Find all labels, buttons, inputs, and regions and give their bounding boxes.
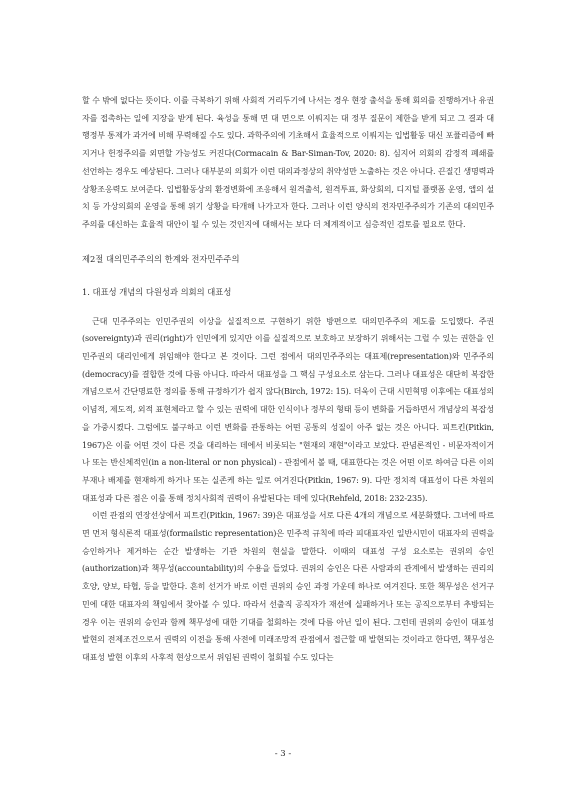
page-number: - 3 -	[274, 749, 292, 759]
body-paragraph: 할 수 밖에 없다는 뜻이다. 이를 극복하기 위해 사회적 거리두기에 나서는 경우 현장 출석을 통해 회의를 진행하거나 유권자를 접촉하는 일에 지장을 받게 된다. 육성을 통해 면 대 면으로 이뤄지는 대 정부 질문이 제한을 받게 되고 그 결과 대 행정부 통제가 과거에 비해 무력해질 수도 있다. 과학주의에 기초해서 효율적으로 이뤄지는 입법활동 대신 포퓰리즘에 빠지거나 헌정주의를 외면할 가능성도 커진다(Cormacain & Bar-Siman-Tov, 2020: 8). 심지어 의회의 감정적 폐쇄를 선언하는 경우도 예상된다. 그러나 대부분의 의회가 이런 대의과정상의 취약성만 노출하는 것은 아니다. 끈질긴 생명력과 상황조응력도 보여준다. 입법활동상의 환경변화에 조응해서 원격출석, 원격투표, 화상회의, 디지털 플랫폼 운영, 앱의 설치 등 가상의회의 운영을 통해 위기 상황을 타개해 나가고자 한다. 그러나 이런 양식의 전자민주주의가 기존의 대의민주주의를 대신하는 효율적 대안이 될 수 있는 것인지에 대해서는 보다 더 체계적이고 심층적인 검토를 필요로 한다.	[82, 96, 494, 229]
section-heading: 제2절 대의민주주의의 한계와 전자민주주의	[82, 253, 240, 264]
subsection-heading: 1. 대표성 개념의 다원성과 의회의 대표성	[82, 286, 232, 297]
document-body	[82, 92, 494, 667]
body-paragraph: 이런 관점의 연장선상에서 피트킨(Pitkin, 1967: 39)은 대표성을 서로 다른 4개의 개념으로 세분화했다. 그녀에 따르면 먼저 형식론적 대표성(formailstic representation)은 민주적 규칙에 따라 피대표자인 일반시민이 대표자의 권력을 승인하거나 제거하는 순간 발생하는 기관 차원의 현실을 말한다. 이때의 대표성 구성 요소로는 권위의 승인(authorization)과 책무성(accountability)의 수용을 들었다. 권위의 승인은 다른 사람과의 관계에서 발생하는 권리의 호양, 양보, 타협, 등을 말한다. 흔히 선거가 바로 이런 권위의 승인 과정 가운데 하나로 여겨진다. 또한 책무성은 선거구민에 대한 대표자의 책임에서 찾아볼 수 있다. 따라서 선출직 공직자가 재선에 실패하거나 또는 공직으로부터 추방되는 경우 이는 권위의 승인과 함께 책무성에 대한 기대를 철회하는 것에 다름 아닌 일이 된다. 그런데 권위의 승인이 대표성 발현의 전제조건으로서 권력의 이전을 통해 사전에 미래조망적 관점에서 접근할 때 발현되는 것이라고 한다면, 책무성은 대표성 발현 이후의 사후적 현상으로서 위임된 권력이 철회될 수도 있다는	[82, 511, 494, 662]
body-paragraph: 근대 민주주의는 인민주권의 이상을 실질적으로 구현하기 위한 방편으로 대의민주주의 제도를 도입했다. 주권(sovereignty)과 권리(right)가 인민에게 있지만 이를 실질적으로 보호하고 보장하기 위해서는 그럴 수 있는 권한을 인민주권의 대리인에게 위임해야 한다고 본 것이다. 그런 점에서 대의민주주의는 대표제(representation)와 민주주의(democracy)를 결합한 것에 다름 아니다. 따라서 대표성을 그 핵심 구성요소로 삼는다. 그러나 대표성은 대단히 복잡한 개념으로서 간단명료한 정의를 통해 규정하기가 쉽지 않다(Birch, 1972: 15). 더욱이 근대 시민혁명 이후에는 대표성의 이념적, 제도적, 외적 표현체라고 할 수 있는 권력에 대한 인식이나 정부의 형태 등이 변화를 거듭하면서 개념상의 복잡성을 가중시켰다. 그럼에도 불구하고 이런 변화를 관통하는 어떤 공통의 성질이 아주 없는 것은 아니다. 피트킨(Pitkin, 1967)은 이를 어떤 것이 다른 것을 대리하는 데에서 비롯되는 "현재의 재현"이라고 보았다. 관념론적인 - 비문자적이거나 또는 반신체적인(in a non-literal or non physical) - 관점에서 볼 때, 대표한다는 것은 어떤 이로 하여금 다른 이의 부재나 배제를 현재하게 하거나 또는 실존케 하는 일로 여겨진다(Pitkin, 1967: 9). 다만 정치적 대표성이 다른 차원의 대표성과 다른 점은 이를 통해 정치사회적 권력이 유발된다는 데에 있다(Rehfeld, 2018: 232-235).	[82, 316, 494, 503]
